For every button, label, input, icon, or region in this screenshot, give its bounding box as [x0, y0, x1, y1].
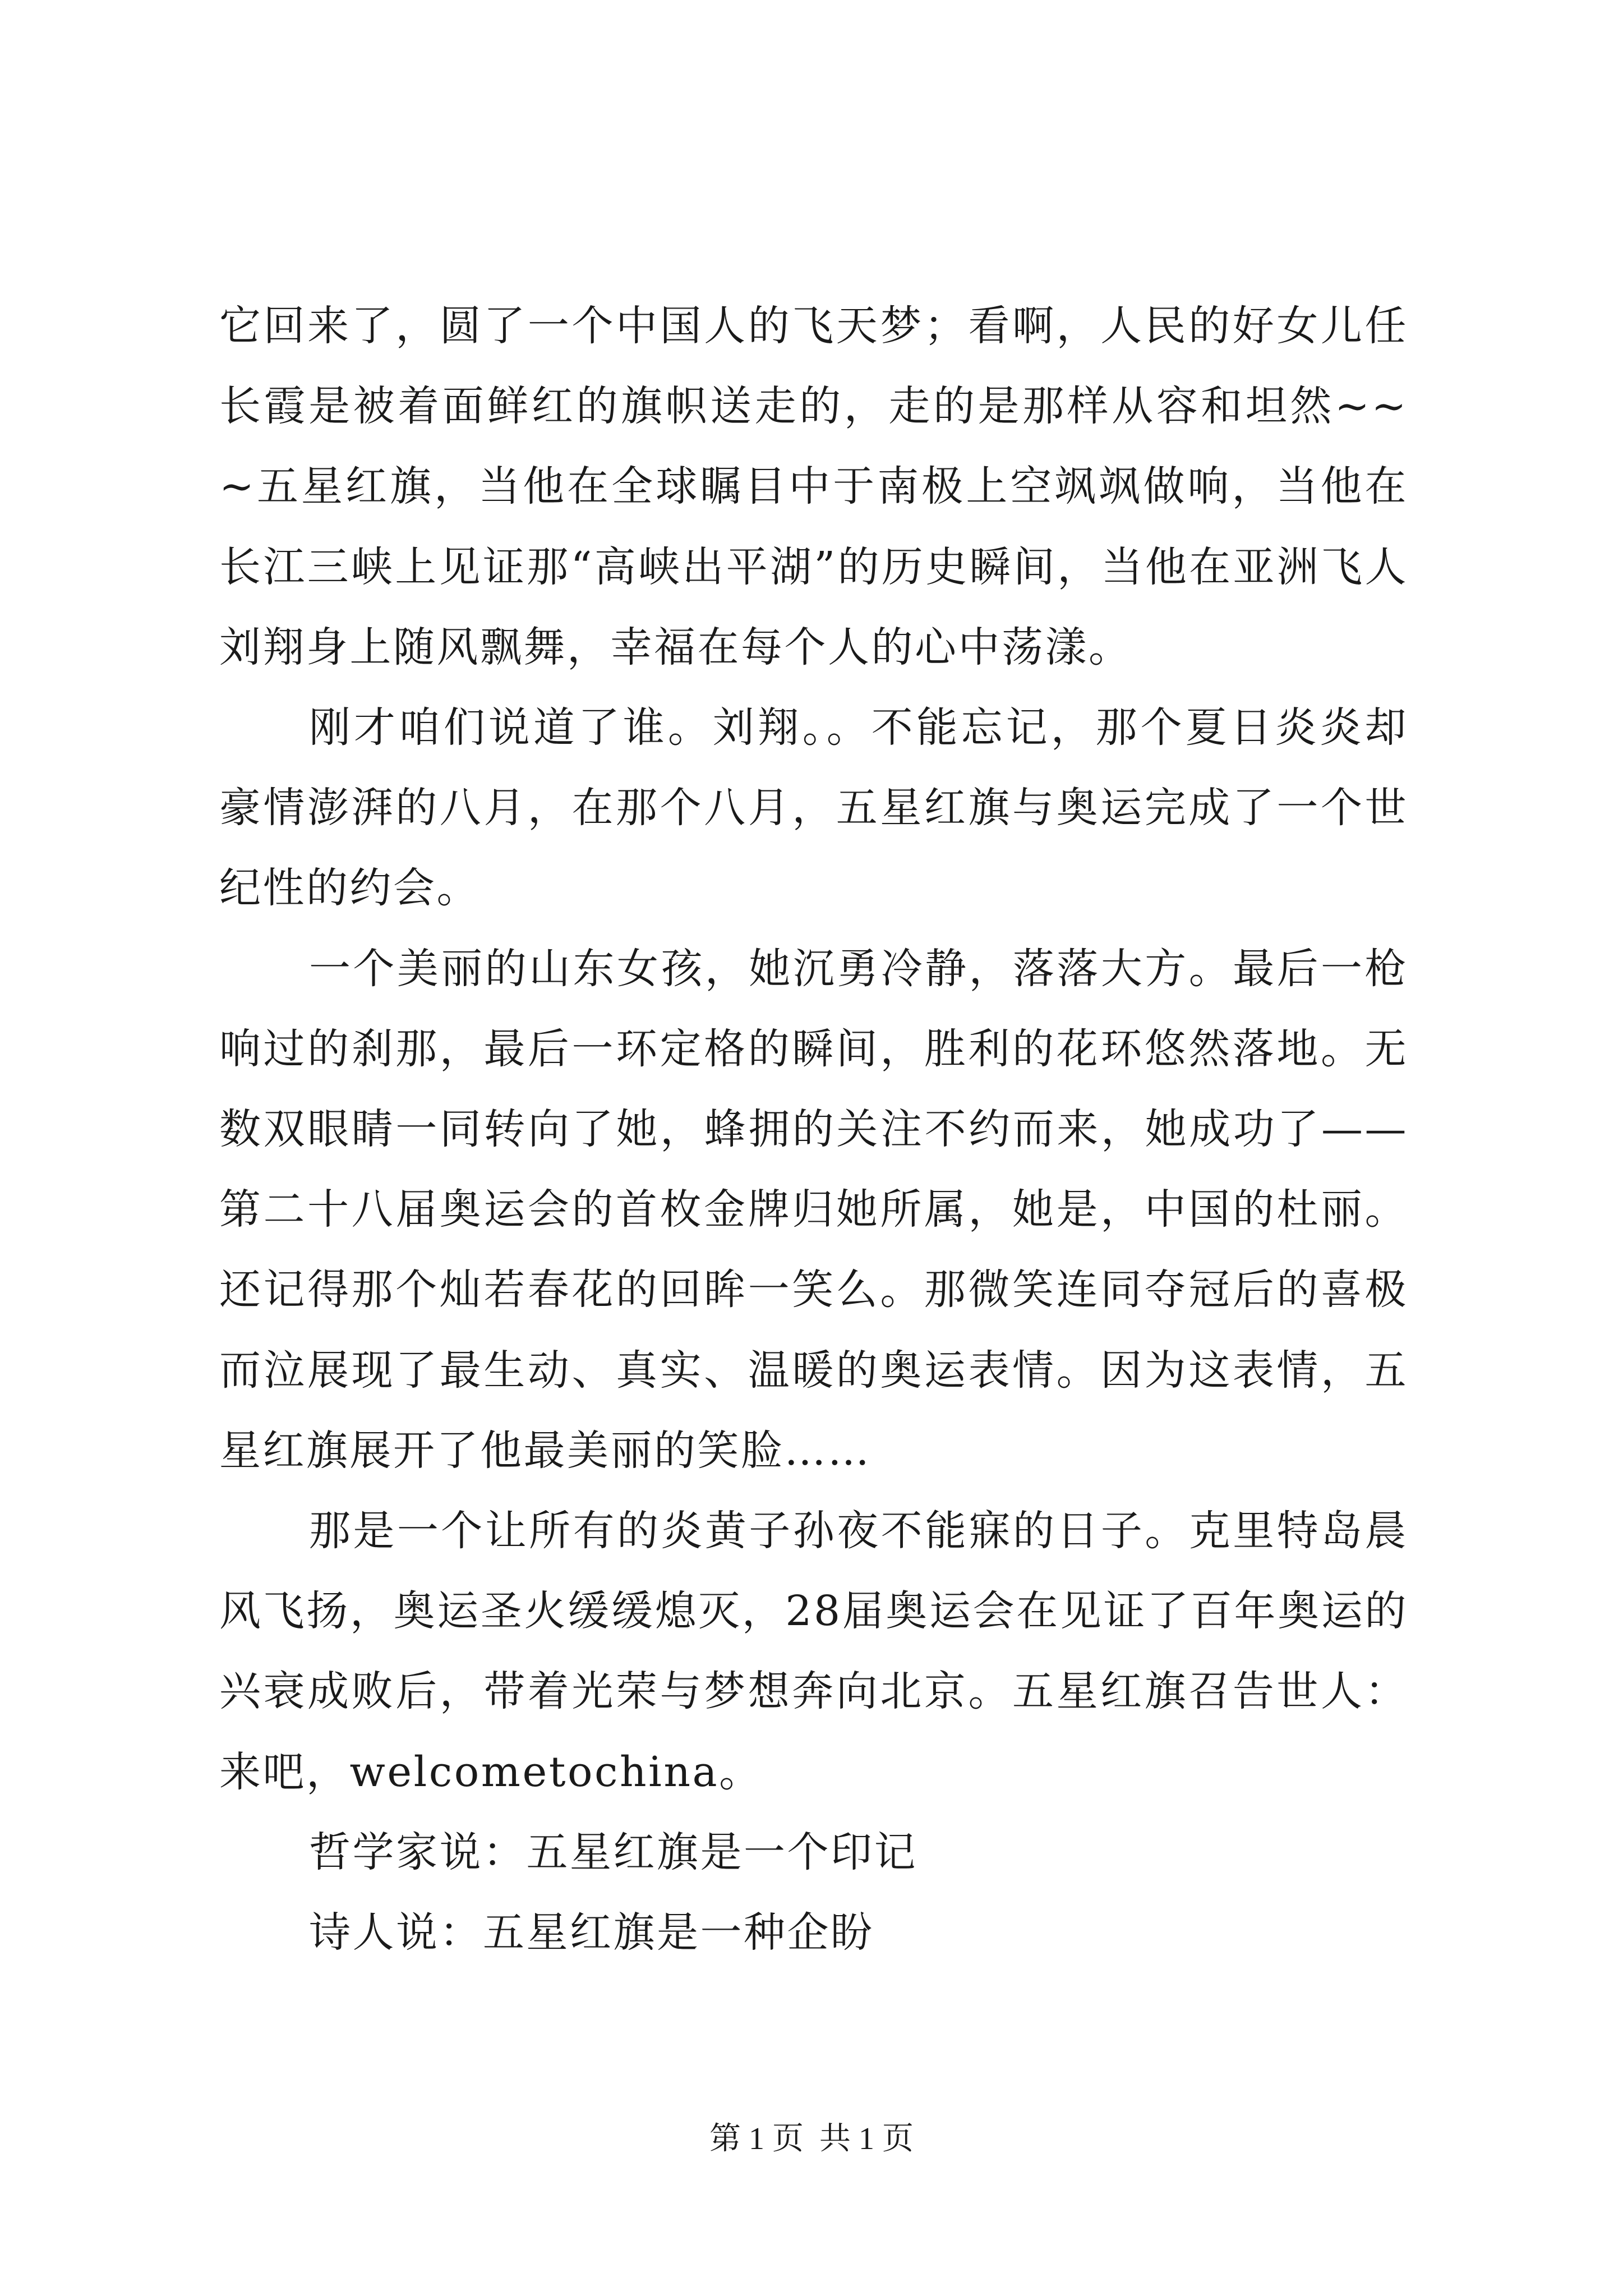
paragraph-1: 它回来了，圆了一个中国人的飞天梦；看啊，人民的好女儿任长霞是被着面鲜红的旗帜送走的，走的是那样从容和坦然~~~五星红旗，当他在全球瞩目中于南极上空飒飒做响，当他在长江三峡上见证那“高峡出平湖”的历史瞬间，当他在亚洲飞人刘翔身上随风飘舞，幸福在每个人的心中荡漾。 — [219, 302, 1408, 671]
paragraph-6: 诗人说：五星红旗是一种企盼 — [309, 1908, 874, 1957]
paragraph-5: 哲学家说：五星红旗是一个印记 — [309, 1828, 917, 1876]
page-number-footer: 第 1 页 共 1 页 — [709, 2122, 914, 2156]
paragraph-2: 刚才咱们说道了谁。刘翔。。不能忘记，那个夏日炎炎却豪情澎湃的八月，在那个八月，五星红旗与奥运完成了一个世纪性的约会。 — [219, 703, 1408, 913]
paragraph-4: 那是一个让所有的炎黄子孙夜不能寐的日子。克里特岛晨风飞扬，奥运圣火缓缓熄灭，28届奥运会在见证了百年奥运的兴衰成败后，带着光荣与梦想奔向北京。五星红旗召告世人：来吧，welcometochina。 — [219, 1507, 1408, 1796]
paragraph-3: 一个美丽的山东女孩，她沉勇冷静，落落大方。最后一枪响过的刹那，最后一环定格的瞬间，胜利的花环悠然落地。无数双眼睛一同转向了她，蜂拥的关注不约而来，她成功了——第二十八届奥运会的首枚金牌归她所属，她是，中国的杜丽。还记得那个灿若春花的回眸一笑么。那微笑连同夺冠后的喜极而泣展现了最生动、真实、温暖的奥运表情。因为这表情，五星红旗展开了他最美丽的笑脸…… — [219, 944, 1408, 1475]
document-body — [219, 286, 1408, 1973]
